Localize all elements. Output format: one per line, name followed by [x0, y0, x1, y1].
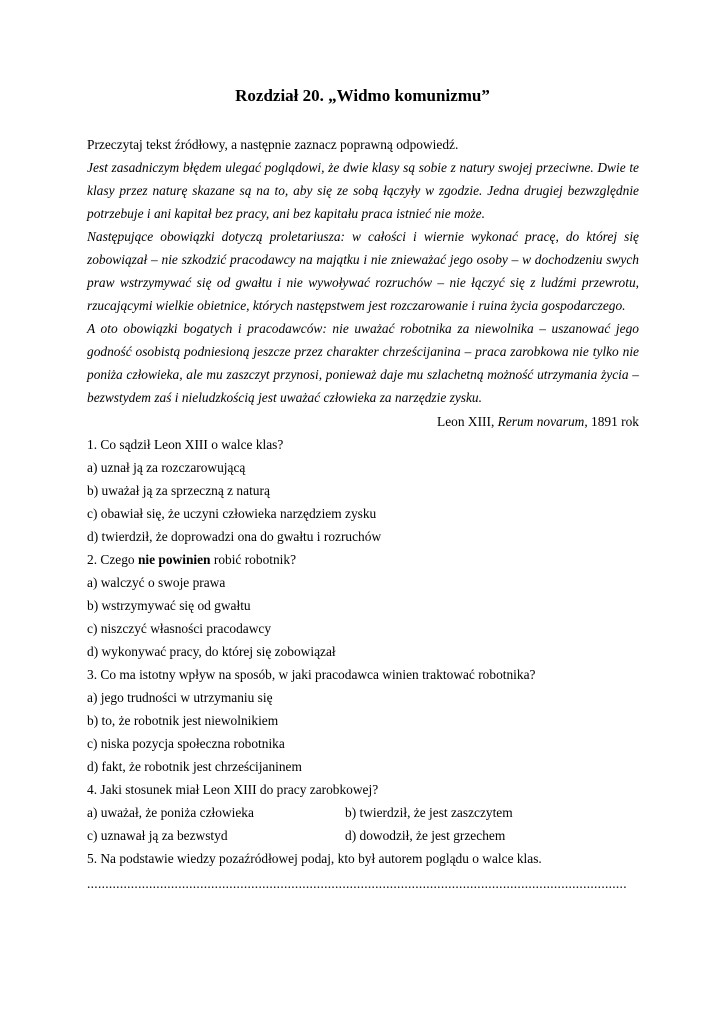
citation-work: Rerum novarum	[497, 414, 585, 429]
question-5: 5. Na podstawie wiedzy pozaźródłowej podaj, kto był autorem poglądu o walce klas.	[87, 851, 542, 866]
source-paragraph-1: Jest zasadniczym błędem ulegać poglądowi, że dwie klasy są sobie z natury swojej przeciwne. Dwie te klasy przez naturę skazane są na to, aby się ze sobą łączyły w zgodzie. Jedna drugiej bezwzględnie potrzebuje i ani kapitał bez pracy, ani bez kapitału praca istnieć nie może.	[87, 160, 639, 221]
question-3: 3. Co ma istotny wpływ na sposób, w jaki pracodawca winien traktować robotnika?	[87, 667, 536, 682]
q3-option-c[interactable]: c) niska pozycja społeczna robotnika	[87, 736, 285, 751]
q1-option-b[interactable]: b) uważał ją za sprzeczną z naturą	[87, 483, 270, 498]
q4-option-c[interactable]: c) uznawał ją za bezwstyd	[87, 828, 228, 843]
question-1: 1. Co sądził Leon XIII o walce klas?	[87, 437, 284, 452]
q1-option-c[interactable]: c) obawiał się, że uczyni człowieka narzędziem zysku	[87, 506, 377, 521]
q2-option-b[interactable]: b) wstrzymywać się od gwałtu	[87, 598, 251, 613]
q3-option-d[interactable]: d) fakt, że robotnik jest chrześcijaninem	[87, 759, 302, 774]
q2-option-c[interactable]: c) niszczyć własności pracodawcy	[87, 621, 272, 636]
q2-text-bold: nie powinien	[137, 552, 211, 567]
citation-author: Leon XIII,	[437, 414, 498, 429]
q4-option-d[interactable]: d) dowodził, że jest grzechem	[345, 828, 506, 843]
source-text	[87, 156, 639, 409]
q2-text-after: robić robotnik?	[210, 552, 297, 567]
q1-option-a[interactable]: a) uznał ją za rozczarowującą	[87, 460, 246, 475]
instruction-text: Przeczytaj tekst źródłowy, a następnie zaznacz poprawną odpowiedź.	[87, 137, 459, 152]
page-title: Rozdział 20. „Widmo komunizmu”	[235, 86, 490, 105]
question-4: 4. Jaki stosunek miał Leon XIII do pracy zarobkowej?	[87, 782, 379, 797]
q3-option-b[interactable]: b) to, że robotnik jest niewolnikiem	[87, 713, 279, 728]
citation-year: , 1891 rok	[584, 414, 639, 429]
source-citation	[437, 414, 639, 430]
source-paragraph-3: A oto obowiązki bogatych i pracodawców: nie uważać robotnika za niewolnika – uszanować jego godność osobistą podniesioną jeszcze przez charakter chrześcijanina – praca zarobkowa nie tylko nie poniża człowieka, ale mu zaszczyt przynosi, ponieważ daje mu szlachetną możność utrzymania życia – bezwstydem zaś i nieludzkością jest uważać człowieka za narzędzie zysku.	[87, 321, 639, 405]
question-2	[87, 552, 296, 568]
q2-text-before: 2. Czego	[87, 552, 138, 567]
q1-option-d[interactable]: d) twierdził, że doprowadzi ona do gwałtu i rozruchów	[87, 529, 382, 544]
q4-option-a[interactable]: a) uważał, że poniża człowieka	[87, 805, 254, 820]
q4-option-b[interactable]: b) twierdził, że jest zaszczytem	[345, 805, 513, 820]
source-paragraph-2: Następujące obowiązki dotyczą proletariusza: w całości i wiernie wykonać pracę, do której się zobowiązał – nie szkodzić pracodawcy na majątku i nie znieważać jego osoby – w dochodzeniu swych praw wstrzymywać się od gwałtu i nie wywoływać rozruchów – nie łączyć się z ludźmi przewrotu, rzucającymi wielkie obietnice, których następstwem jest rozczarowanie i ruina życia gospodarczego.	[87, 229, 639, 313]
answer-line[interactable]: ....................................................................................................................................................	[87, 876, 627, 891]
q3-option-a[interactable]: a) jego trudności w utrzymaniu się	[87, 690, 273, 705]
q2-option-d[interactable]: d) wykonywać pracy, do której się zobowiązał	[87, 644, 336, 659]
q2-option-a[interactable]: a) walczyć o swoje prawa	[87, 575, 226, 590]
